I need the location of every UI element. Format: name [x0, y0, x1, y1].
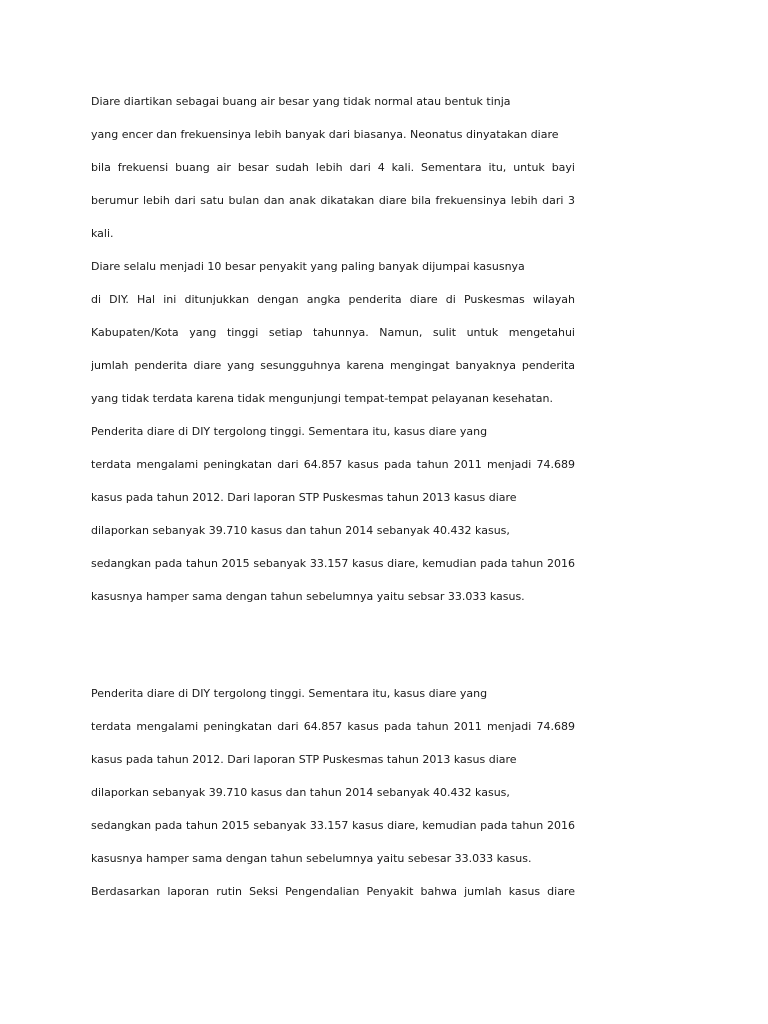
body-text-line: Diare diartikan sebagai buang air besar yang tidak normal atau bentuk tinja — [91, 95, 511, 108]
body-text-line: di DIY. Hal ini ditunjukkan dengan angka penderita diare di Puskesmas wilayah — [91, 293, 575, 306]
body-text-line: dilaporkan sebanyak 39.710 kasus dan tahun 2014 sebanyak 40.432 kasus, — [91, 524, 510, 537]
body-text-line: yang tidak terdata karena tidak mengunjungi tempat-tempat pelayanan kesehatan. — [91, 392, 553, 405]
body-text-line: berumur lebih dari satu bulan dan anak dikatakan diare bila frekuensinya lebih dari 3 — [91, 194, 575, 207]
body-text-line: kasus pada tahun 2012. Dari laporan STP Puskesmas tahun 2013 kasus diare — [91, 753, 517, 766]
body-text-line: bila frekuensi buang air besar sudah lebih dari 4 kali. Sementara itu, untuk bayi — [91, 161, 575, 174]
body-text-line: sedangkan pada tahun 2015 sebanyak 33.157 kasus diare, kemudian pada tahun 2016 — [91, 819, 575, 832]
body-text-line: Kabupaten/Kota yang tinggi setiap tahunnya. Namun, sulit untuk mengetahui — [91, 326, 575, 339]
body-text-line: Diare selalu menjadi 10 besar penyakit yang paling banyak dijumpai kasusnya — [91, 260, 525, 273]
body-text-line: dilaporkan sebanyak 39.710 kasus dan tahun 2014 sebanyak 40.432 kasus, — [91, 786, 510, 799]
body-text-line: kasus pada tahun 2012. Dari laporan STP Puskesmas tahun 2013 kasus diare — [91, 491, 517, 504]
body-text-line: terdata mengalami peningkatan dari 64.857 kasus pada tahun 2011 menjadi 74.689 — [91, 720, 575, 733]
body-text-line: yang encer dan frekuensinya lebih banyak dari biasanya. Neonatus dinyatakan diare — [91, 128, 559, 141]
body-text-line: sedangkan pada tahun 2015 sebanyak 33.157 kasus diare, kemudian pada tahun 2016 — [91, 557, 575, 570]
body-text-line: kali. — [91, 227, 114, 240]
body-text-line: Berdasarkan laporan rutin Seksi Pengendalian Penyakit bahwa jumlah kasus diare — [91, 885, 575, 898]
body-text-line: Penderita diare di DIY tergolong tinggi. Sementara itu, kasus diare yang — [91, 425, 488, 438]
body-text-line: jumlah penderita diare yang sesungguhnya karena mengingat banyaknya penderita — [91, 359, 575, 372]
body-text-line: kasusnya hamper sama dengan tahun sebelumnya yaitu sebsar 33.033 kasus. — [91, 590, 525, 603]
body-text-line: terdata mengalami peningkatan dari 64.857 kasus pada tahun 2011 menjadi 74.689 — [91, 458, 575, 471]
body-text-line: Penderita diare di DIY tergolong tinggi. Sementara itu, kasus diare yang — [91, 687, 488, 700]
body-text-line: kasusnya hamper sama dengan tahun sebelumnya yaitu sebesar 33.033 kasus. — [91, 852, 532, 865]
